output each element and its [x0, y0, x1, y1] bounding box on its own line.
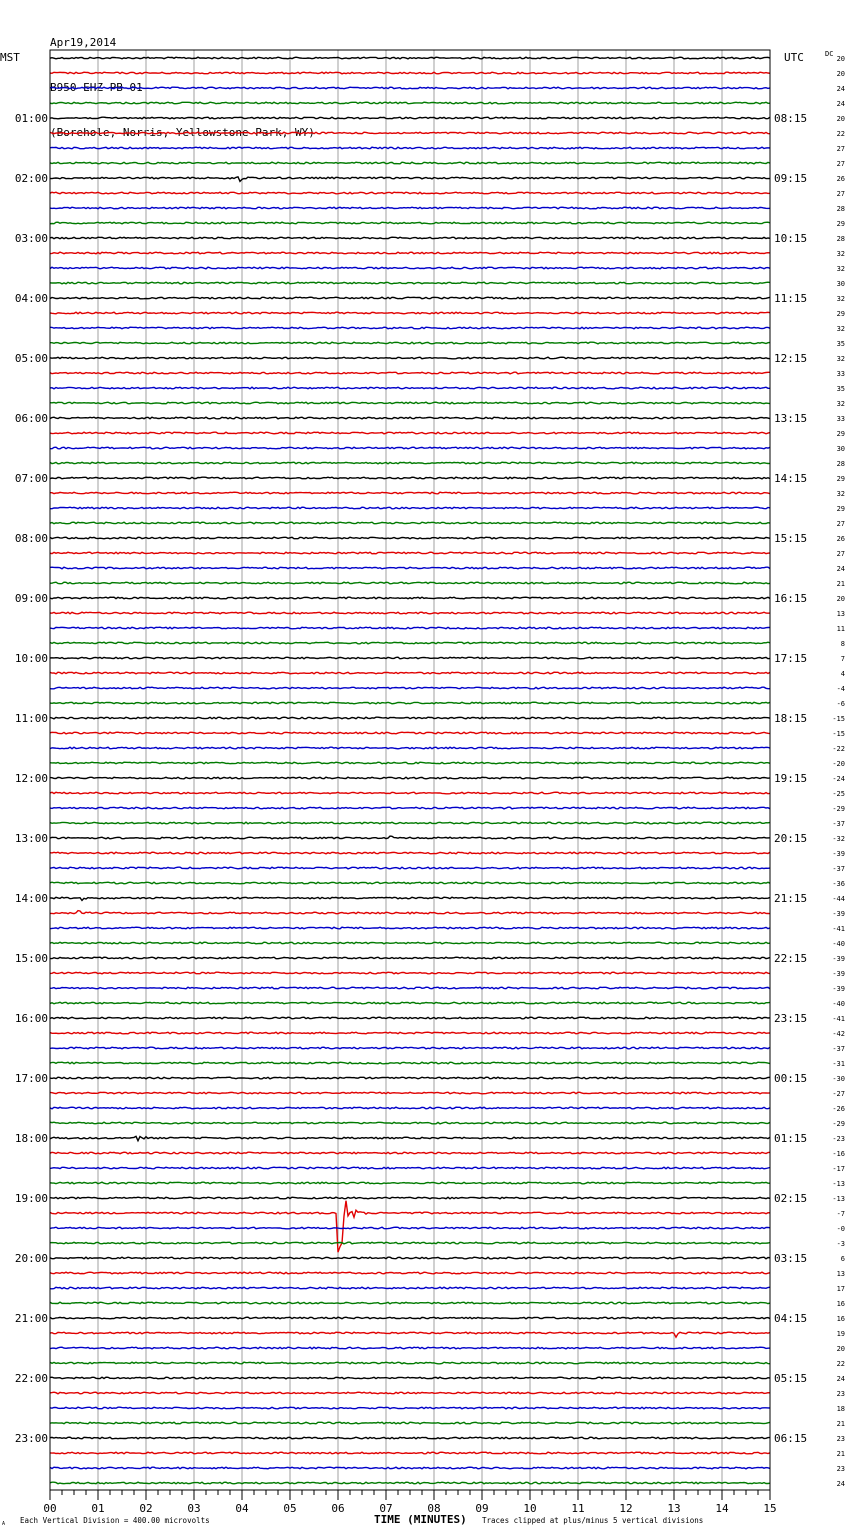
- dc-offset-label: 23: [836, 1390, 845, 1398]
- trace-line: [50, 462, 770, 464]
- trace-line: [50, 1047, 770, 1049]
- trace-line: [50, 807, 770, 809]
- mst-hour-label: 06:00: [14, 412, 48, 425]
- trace-line: [50, 1467, 770, 1469]
- trace-line: [50, 567, 770, 569]
- trace-line: [50, 222, 770, 224]
- trace-line: [50, 237, 770, 239]
- mst-hour-label: 15:00: [14, 952, 48, 965]
- utc-hour-label: 10:15: [774, 232, 808, 245]
- mst-hour-label: 12:00: [14, 772, 48, 785]
- mst-hour-label: 09:00: [14, 592, 48, 605]
- dc-offset-label: 26: [836, 175, 845, 183]
- trace-line: [50, 357, 770, 359]
- minute-gridlines: [98, 50, 722, 1490]
- utc-hour-label: 17:15: [774, 652, 808, 665]
- dc-offset-label: 27: [836, 550, 845, 558]
- trace-line: [50, 672, 770, 674]
- dc-offset-label: 21: [836, 580, 845, 588]
- trace-line: [50, 957, 770, 959]
- utc-hour-label: 13:15: [774, 412, 808, 425]
- mst-hour-label: 10:00: [14, 652, 48, 665]
- trace-line: [50, 1347, 770, 1349]
- dc-offset-label: 32: [836, 265, 845, 273]
- dc-offset-label: 32: [836, 250, 845, 258]
- dc-offset-label: 21: [836, 1450, 845, 1458]
- mst-hour-label: 14:00: [14, 892, 48, 905]
- trace-line: [50, 177, 770, 182]
- mst-hour-label: 18:00: [14, 1132, 48, 1145]
- dc-offset-label: 21: [836, 1420, 845, 1428]
- trace-line: [50, 102, 770, 104]
- trace-line: [50, 777, 770, 779]
- utc-hour-label: 03:15: [774, 1252, 808, 1265]
- dc-offset-label: 22: [836, 130, 845, 138]
- trace-line: [50, 1227, 770, 1229]
- utc-hour-label: 01:15: [774, 1132, 808, 1145]
- trace-line: [50, 1272, 770, 1274]
- trace-line: [50, 897, 770, 900]
- trace-line: [50, 162, 770, 164]
- trace-line: [50, 597, 770, 599]
- utc-hour-label: 08:15: [774, 112, 808, 125]
- dc-offset-label: 32: [836, 295, 845, 303]
- trace-line: [50, 987, 770, 989]
- mst-hour-label: 19:00: [14, 1192, 48, 1205]
- dc-offset-label: -16: [832, 1150, 845, 1158]
- dc-offset-label: 29: [836, 430, 845, 438]
- trace-line: [50, 537, 770, 539]
- trace-line: [50, 1332, 770, 1337]
- dc-offset-label: -36: [832, 880, 845, 888]
- dc-offset-label: 18: [836, 1405, 845, 1413]
- scale-note: Each Vertical Division = 400.00 microvolts: [20, 1516, 210, 1525]
- trace-line: [50, 836, 770, 839]
- dc-offset-label: 27: [836, 160, 845, 168]
- utc-hour-label: 14:15: [774, 472, 808, 485]
- trace-line: [50, 87, 770, 89]
- dc-offset-label: -3: [836, 1240, 845, 1248]
- trace-line: [50, 911, 770, 914]
- x-tick-label: 08: [427, 1502, 441, 1515]
- utc-hour-label: 00:15: [774, 1072, 808, 1085]
- trace-line: [50, 387, 770, 389]
- dc-offset-label: -40: [832, 940, 845, 948]
- mst-hour-label: 21:00: [14, 1312, 48, 1325]
- trace-line: [50, 972, 770, 974]
- trace-line: [50, 207, 770, 209]
- dc-offset-label: 4: [840, 670, 845, 678]
- trace-line: [50, 1287, 770, 1289]
- dc-offset-label: 23: [836, 1465, 845, 1473]
- mst-hour-label: 11:00: [14, 712, 48, 725]
- trace-line: [50, 447, 770, 449]
- trace-line: [50, 417, 770, 419]
- trace-line: [50, 822, 770, 824]
- dc-offset-label: -7: [836, 1210, 845, 1218]
- trace-line: [50, 342, 770, 344]
- utc-hour-label: 11:15: [774, 292, 808, 305]
- trace-line: [50, 612, 770, 614]
- trace-line: [50, 762, 770, 764]
- dc-offset-label: 29: [836, 475, 845, 483]
- mst-hour-label: 17:00: [14, 1072, 48, 1085]
- dc-offset-label: -17: [832, 1165, 845, 1173]
- trace-line: [50, 1182, 770, 1184]
- utc-hour-label: 12:15: [774, 352, 808, 365]
- dc-offset-label: -29: [832, 1120, 845, 1128]
- dc-offset-label: 16: [836, 1300, 845, 1308]
- trace-line: [50, 252, 770, 254]
- trace-line: [50, 1257, 770, 1259]
- trace-line: [50, 282, 770, 284]
- trace-line: [50, 627, 770, 629]
- trace-line: [50, 1136, 770, 1140]
- dc-offset-label: 20: [836, 595, 845, 603]
- dc-offset-label: 32: [836, 400, 845, 408]
- trace-line: [50, 1452, 770, 1454]
- x-tick-label: 11: [571, 1502, 585, 1515]
- trace-line: [50, 657, 770, 659]
- dc-offset-label: -30: [832, 1075, 845, 1083]
- dc-offset-label: -39: [832, 970, 845, 978]
- utc-hour-label: 05:15: [774, 1372, 808, 1385]
- trace-line: [50, 1422, 770, 1424]
- dc-offset-label: 20: [836, 70, 845, 78]
- trace-line: [50, 1077, 770, 1079]
- trace-line: [50, 1197, 770, 1199]
- x-tick-label: 00: [43, 1502, 57, 1515]
- utc-hour-label: 23:15: [774, 1012, 808, 1025]
- trace-line: [50, 1152, 770, 1154]
- dc-offset-label: -44: [832, 895, 845, 903]
- utc-hour-label: 21:15: [774, 892, 808, 905]
- utc-hour-label: 22:15: [774, 952, 808, 965]
- dc-offset-label: 13: [836, 610, 845, 618]
- dc-offset-label: 32: [836, 490, 845, 498]
- trace-line: [50, 1362, 770, 1364]
- x-tick-label: 10: [523, 1502, 537, 1515]
- trace-line: [50, 687, 770, 689]
- trace-line: [50, 1392, 770, 1394]
- dc-offset-label: -25: [832, 790, 845, 798]
- trace-line: [50, 192, 770, 194]
- trace-line: [50, 1092, 770, 1094]
- dc-offset-label: -37: [832, 865, 845, 873]
- trace-line: [50, 312, 770, 314]
- trace-line: [50, 1122, 770, 1124]
- trace-line: [50, 57, 770, 59]
- dc-offset-label: 19: [836, 1330, 845, 1338]
- dc-offset-label: -22: [832, 745, 845, 753]
- trace-line: [50, 1407, 770, 1409]
- x-tick-label: 06: [331, 1502, 345, 1515]
- dc-offset-label: 24: [836, 1480, 845, 1488]
- dc-offset-label: 8: [840, 640, 845, 648]
- x-axis-label: TIME (MINUTES): [374, 1513, 467, 1526]
- dc-offset-label: 24: [836, 1375, 845, 1383]
- trace-line: [50, 507, 770, 509]
- mst-hour-label: 13:00: [14, 832, 48, 845]
- mst-hour-label: 20:00: [14, 1252, 48, 1265]
- dc-offset-label: -37: [832, 820, 845, 828]
- dc-offset-label: 35: [836, 340, 845, 348]
- trace-line: [50, 747, 770, 749]
- x-tick-label: 07: [379, 1502, 393, 1515]
- trace-line: [50, 552, 770, 554]
- mst-hour-label: 02:00: [14, 172, 48, 185]
- dc-offset-label: 20: [836, 115, 845, 123]
- dc-offset-label: -40: [832, 1000, 845, 1008]
- trace-line: [50, 1242, 770, 1244]
- dc-offset-label: 30: [836, 280, 845, 288]
- trace-line: [50, 372, 770, 374]
- dc-offset-label: -4: [836, 685, 845, 693]
- dc-offset-label: 33: [836, 370, 845, 378]
- trace-line: [50, 267, 770, 269]
- dc-offset-label: -29: [832, 805, 845, 813]
- dc-offset-label: -23: [832, 1135, 845, 1143]
- dc-offset-label: 7: [840, 655, 845, 663]
- trace-line: [50, 1302, 770, 1304]
- dc-offset-label: 6: [840, 1255, 845, 1263]
- trace-line: [50, 402, 770, 404]
- dc-offset-label: 24: [836, 85, 845, 93]
- dc-offset-label: 30: [836, 445, 845, 453]
- dc-offset-label: -27: [832, 1090, 845, 1098]
- header-station: B950 EHZ PB 01: [50, 81, 143, 94]
- dc-offset-label: 20: [836, 55, 845, 63]
- dc-offset-label: -13: [832, 1195, 845, 1203]
- trace-line: [50, 942, 770, 944]
- dc-offset-label: -31: [832, 1060, 845, 1068]
- trace-line: [50, 132, 770, 134]
- mst-hour-label: 05:00: [14, 352, 48, 365]
- trace-line: [50, 792, 770, 794]
- dc-offset-label: 29: [836, 220, 845, 228]
- trace-line: [50, 882, 770, 884]
- dc-offset-label: 22: [836, 1360, 845, 1368]
- utc-hour-label: 15:15: [774, 532, 808, 545]
- dc-offset-label: -32: [832, 835, 845, 843]
- dc-offset-label: 29: [836, 505, 845, 513]
- dc-offset-label: 26: [836, 535, 845, 543]
- left-timezone-label: MST: [0, 51, 20, 64]
- dc-offset-label: 17: [836, 1285, 845, 1293]
- dc-offset-label: -13: [832, 1180, 845, 1188]
- dc-offset-label: 16: [836, 1315, 845, 1323]
- trace-line: [50, 1002, 770, 1004]
- dc-offset-label: 28: [836, 205, 845, 213]
- utc-hour-label: 09:15: [774, 172, 808, 185]
- mst-hour-label: 22:00: [14, 1372, 48, 1385]
- mst-hour-label: 03:00: [14, 232, 48, 245]
- trace-line: [50, 1437, 770, 1439]
- trace-line: [50, 522, 770, 524]
- trace-line: [50, 732, 770, 734]
- dc-offset-label: 24: [836, 100, 845, 108]
- trace-line: [50, 1032, 770, 1034]
- dc-offset-label: 32: [836, 355, 845, 363]
- dc-offset-label: -42: [832, 1030, 845, 1038]
- header-date: Apr19,2014: [50, 36, 117, 49]
- trace-line: [50, 717, 770, 719]
- dc-offset-label: -15: [832, 730, 845, 738]
- mst-hour-label: 23:00: [14, 1432, 48, 1445]
- dc-offset-label: -39: [832, 850, 845, 858]
- x-tick-label: 05: [283, 1502, 297, 1515]
- dc-offset-label: -6: [836, 700, 845, 708]
- dc-offset-label: 20: [836, 1345, 845, 1353]
- dc-offset-label: 13: [836, 1270, 845, 1278]
- dc-offset-label: 27: [836, 520, 845, 528]
- trace-line: [50, 1317, 770, 1319]
- dc-offset-label: -41: [832, 1015, 845, 1023]
- dc-offset-label: 29: [836, 310, 845, 318]
- x-tick-label: 14: [715, 1502, 729, 1515]
- dc-label: DC: [825, 50, 834, 58]
- trace-line: [50, 1201, 770, 1253]
- utc-hour-label: 19:15: [774, 772, 808, 785]
- trace-line: [50, 702, 770, 704]
- x-tick-label: 13: [667, 1502, 681, 1515]
- trace-line: [50, 1062, 770, 1064]
- mst-hour-label: 07:00: [14, 472, 48, 485]
- x-tick-label: 12: [619, 1502, 633, 1515]
- dc-offset-label: 28: [836, 460, 845, 468]
- right-timezone-label: UTC: [784, 51, 804, 64]
- x-tick-label: 01: [91, 1502, 105, 1515]
- dc-offset-label: 27: [836, 145, 845, 153]
- trace-line: [50, 1107, 770, 1109]
- trace-line: [50, 1377, 770, 1379]
- trace-line: [50, 1482, 770, 1484]
- mst-hour-label: 16:00: [14, 1012, 48, 1025]
- trace-line: [50, 432, 770, 434]
- dc-offset-label: -15: [832, 715, 845, 723]
- dc-offset-label: 28: [836, 235, 845, 243]
- utc-hour-label: 02:15: [774, 1192, 808, 1205]
- dc-offset-label: -39: [832, 910, 845, 918]
- mst-hour-label: 01:00: [14, 112, 48, 125]
- x-tick-label: 15: [763, 1502, 777, 1515]
- utc-hour-label: 16:15: [774, 592, 808, 605]
- dc-offset-label: -24: [832, 775, 845, 783]
- utc-hour-label: 06:15: [774, 1432, 808, 1445]
- corner-mark: A: [2, 1521, 6, 1527]
- x-axis-ticks: [43, 1490, 776, 1515]
- trace-group: [50, 57, 770, 1484]
- trace-line: [50, 492, 770, 494]
- dc-offset-label: -39: [832, 985, 845, 993]
- utc-hour-label: 18:15: [774, 712, 808, 725]
- trace-line: [50, 867, 770, 869]
- mst-hour-label: 04:00: [14, 292, 48, 305]
- utc-hour-label: 20:15: [774, 832, 808, 845]
- mst-hour-label: 08:00: [14, 532, 48, 545]
- dc-offset-label: 24: [836, 565, 845, 573]
- header-location: (Borehole, Norris, Yellowstone Park, WY): [50, 126, 315, 139]
- dc-offset-label: -0: [836, 1225, 845, 1233]
- x-tick-label: 03: [187, 1502, 201, 1515]
- x-tick-label: 02: [139, 1502, 153, 1515]
- dc-offset-label: -41: [832, 925, 845, 933]
- dc-offset-label: 32: [836, 325, 845, 333]
- x-tick-label: 09: [475, 1502, 489, 1515]
- trace-line: [50, 1167, 770, 1169]
- utc-hour-label: 04:15: [774, 1312, 808, 1325]
- clip-note: Traces clipped at plus/minus 5 vertical divisions: [482, 1516, 704, 1525]
- trace-line: [50, 582, 770, 584]
- dc-offset-label: -39: [832, 955, 845, 963]
- dc-offset-label: 33: [836, 415, 845, 423]
- trace-line: [50, 477, 770, 479]
- trace-line: [50, 642, 770, 644]
- dc-offset-label: -20: [832, 760, 845, 768]
- trace-line: [50, 72, 770, 74]
- trace-line: [50, 297, 770, 299]
- trace-line: [50, 117, 770, 119]
- dc-offset-label: 23: [836, 1435, 845, 1443]
- dc-offset-label: 27: [836, 190, 845, 198]
- trace-line: [50, 147, 770, 149]
- dc-offset-label: 35: [836, 385, 845, 393]
- trace-line: [50, 927, 770, 929]
- trace-line: [50, 852, 770, 854]
- dc-offset-label: -37: [832, 1045, 845, 1053]
- x-tick-label: 04: [235, 1502, 249, 1515]
- trace-line: [50, 1017, 770, 1019]
- dc-offset-label: -26: [832, 1105, 845, 1113]
- trace-line: [50, 327, 770, 329]
- dc-offset-label: 11: [836, 625, 845, 633]
